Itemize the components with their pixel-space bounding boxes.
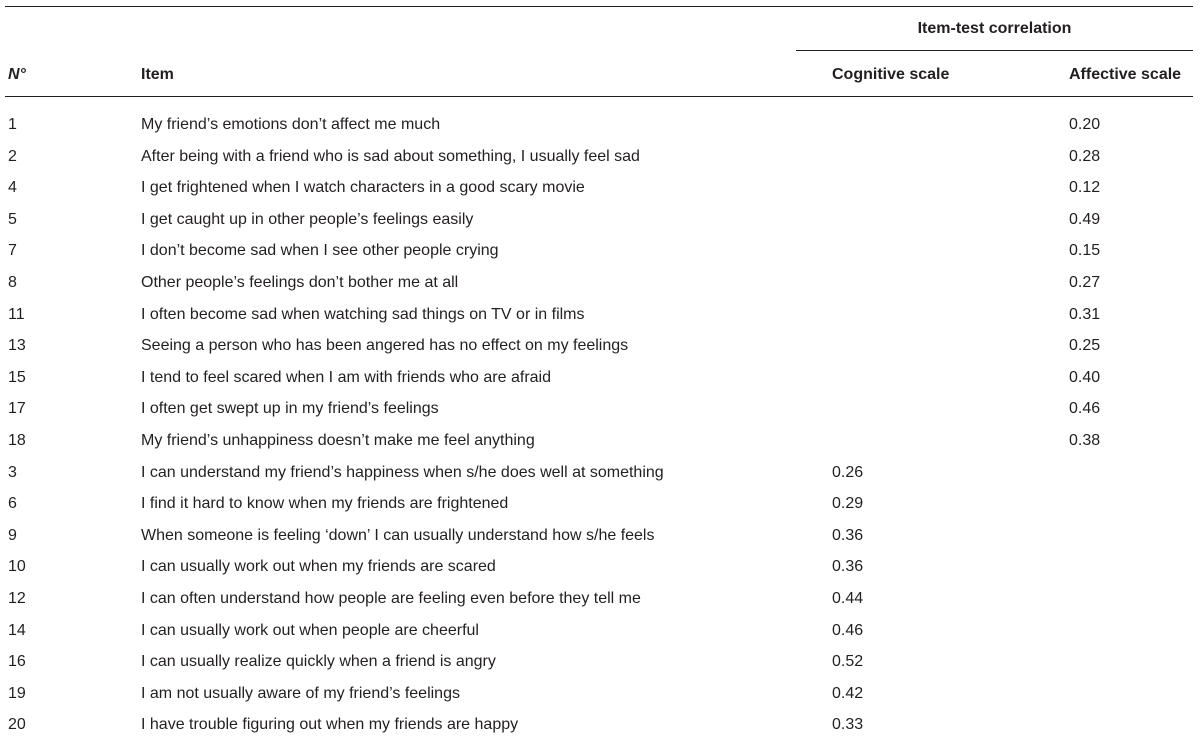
row-number: 2 bbox=[8, 147, 17, 165]
row-cognitive-value: 0.29 bbox=[832, 495, 864, 513]
row-affective-value: 0.20 bbox=[1069, 116, 1101, 133]
row-affective-value: 0.25 bbox=[1069, 337, 1101, 355]
row-affective-value: 0.38 bbox=[1069, 431, 1101, 449]
row-number: 15 bbox=[8, 368, 26, 386]
column-header-affective-scale: Affective scale bbox=[1069, 66, 1182, 83]
row-number: 14 bbox=[8, 621, 26, 639]
row-number: 10 bbox=[8, 558, 26, 576]
table-row bbox=[0, 172, 1200, 204]
row-affective-value: 0.28 bbox=[1069, 147, 1101, 165]
column-header-cognitive-scale: Cognitive scale bbox=[832, 66, 950, 83]
row-number: 3 bbox=[8, 463, 17, 481]
row-affective-value: 0.27 bbox=[1069, 273, 1101, 291]
row-number: 4 bbox=[8, 179, 17, 197]
table-row bbox=[0, 551, 1200, 583]
row-item-text: I can often understand how people are feeling even before they tell me bbox=[141, 589, 641, 607]
row-number: 7 bbox=[8, 242, 17, 260]
row-number: 16 bbox=[8, 653, 26, 671]
table-row bbox=[0, 141, 1200, 173]
row-affective-value: 0.46 bbox=[1069, 400, 1101, 418]
row-affective-value: 0.40 bbox=[1069, 368, 1101, 386]
table-row bbox=[0, 488, 1200, 520]
table-row bbox=[0, 299, 1200, 331]
column-header-number: N° bbox=[8, 66, 26, 83]
row-cognitive-value: 0.44 bbox=[832, 589, 864, 607]
row-item-text: Seeing a person who has been angered has no effect on my feelings bbox=[141, 337, 629, 355]
row-number: 8 bbox=[8, 273, 17, 291]
row-item-text: I get frightened when I watch characters in a good scary movie bbox=[141, 179, 585, 197]
table-row bbox=[0, 393, 1200, 425]
row-cognitive-value: 0.26 bbox=[832, 463, 864, 481]
row-item-text: Other people’s feelings don’t bother me at all bbox=[141, 273, 459, 291]
row-affective-value: 0.12 bbox=[1069, 179, 1101, 197]
row-number: 6 bbox=[8, 495, 17, 513]
row-item-text: I can understand my friend’s happiness when s/he does well at something bbox=[141, 463, 664, 481]
row-item-text: I often get swept up in my friend’s feelings bbox=[141, 400, 439, 418]
row-affective-value: 0.15 bbox=[1069, 242, 1101, 260]
row-item-text: I find it hard to know when my friends are frightened bbox=[141, 495, 509, 513]
table-row bbox=[0, 267, 1200, 299]
row-number: 9 bbox=[8, 526, 17, 544]
table-row bbox=[0, 457, 1200, 489]
row-item-text: I am not usually aware of my friend’s feelings bbox=[141, 684, 460, 702]
table-row bbox=[0, 109, 1200, 141]
row-item-text: My friend’s emotions don’t affect me much bbox=[141, 116, 441, 133]
row-item-text: When someone is feeling ‘down’ I can usually understand how s/he feels bbox=[141, 526, 655, 544]
row-item-text: I get caught up in other people’s feelings easily bbox=[141, 210, 474, 228]
row-item-text: I often become sad when watching sad things on TV or in films bbox=[141, 305, 585, 323]
row-cognitive-value: 0.42 bbox=[832, 684, 864, 702]
row-item-text: I can usually realize quickly when a friend is angry bbox=[141, 653, 496, 671]
table-row bbox=[0, 520, 1200, 552]
row-item-text: I can usually work out when my friends are scared bbox=[141, 558, 496, 576]
row-affective-value: 0.31 bbox=[1069, 305, 1101, 323]
row-cognitive-value: 0.52 bbox=[832, 653, 864, 671]
table-row bbox=[0, 615, 1200, 647]
row-number: 20 bbox=[8, 716, 26, 734]
table-row bbox=[0, 425, 1200, 457]
row-cognitive-value: 0.33 bbox=[832, 716, 864, 734]
row-number: 17 bbox=[8, 400, 26, 418]
table-row bbox=[0, 678, 1200, 710]
row-cognitive-value: 0.36 bbox=[832, 526, 864, 544]
row-number: 13 bbox=[8, 337, 26, 355]
table-row bbox=[0, 646, 1200, 678]
row-number: 1 bbox=[8, 116, 17, 133]
table-top-rule bbox=[5, 6, 1193, 7]
row-number: 12 bbox=[8, 589, 26, 607]
column-header-item: Item bbox=[141, 66, 174, 83]
table-row bbox=[0, 362, 1200, 394]
table-body bbox=[0, 109, 1200, 741]
group-header-item-test-correlation: Item-test correlation bbox=[917, 20, 1072, 37]
row-affective-value: 0.49 bbox=[1069, 210, 1101, 228]
row-item-text: I have trouble figuring out when my friends are happy bbox=[141, 716, 519, 734]
row-item-text: I don’t become sad when I see other people crying bbox=[141, 242, 499, 260]
row-item-text: I tend to feel scared when I am with friends who are afraid bbox=[141, 368, 551, 386]
row-number: 5 bbox=[8, 210, 17, 228]
row-cognitive-value: 0.36 bbox=[832, 558, 864, 576]
row-number: 19 bbox=[8, 684, 26, 702]
row-number: 11 bbox=[8, 305, 25, 323]
table-row bbox=[0, 583, 1200, 615]
table-row bbox=[0, 709, 1200, 741]
header-bottom-rule bbox=[5, 96, 1193, 97]
table-row bbox=[0, 204, 1200, 236]
table-row bbox=[0, 235, 1200, 267]
table-row bbox=[0, 330, 1200, 362]
row-item-text: My friend’s unhappiness doesn’t make me feel anything bbox=[141, 431, 535, 449]
group-header-rule bbox=[796, 50, 1193, 51]
row-cognitive-value: 0.46 bbox=[832, 621, 864, 639]
row-item-text: I can usually work out when people are cheerful bbox=[141, 621, 479, 639]
row-item-text: After being with a friend who is sad about something, I usually feel sad bbox=[141, 147, 640, 165]
row-number: 18 bbox=[8, 431, 26, 449]
